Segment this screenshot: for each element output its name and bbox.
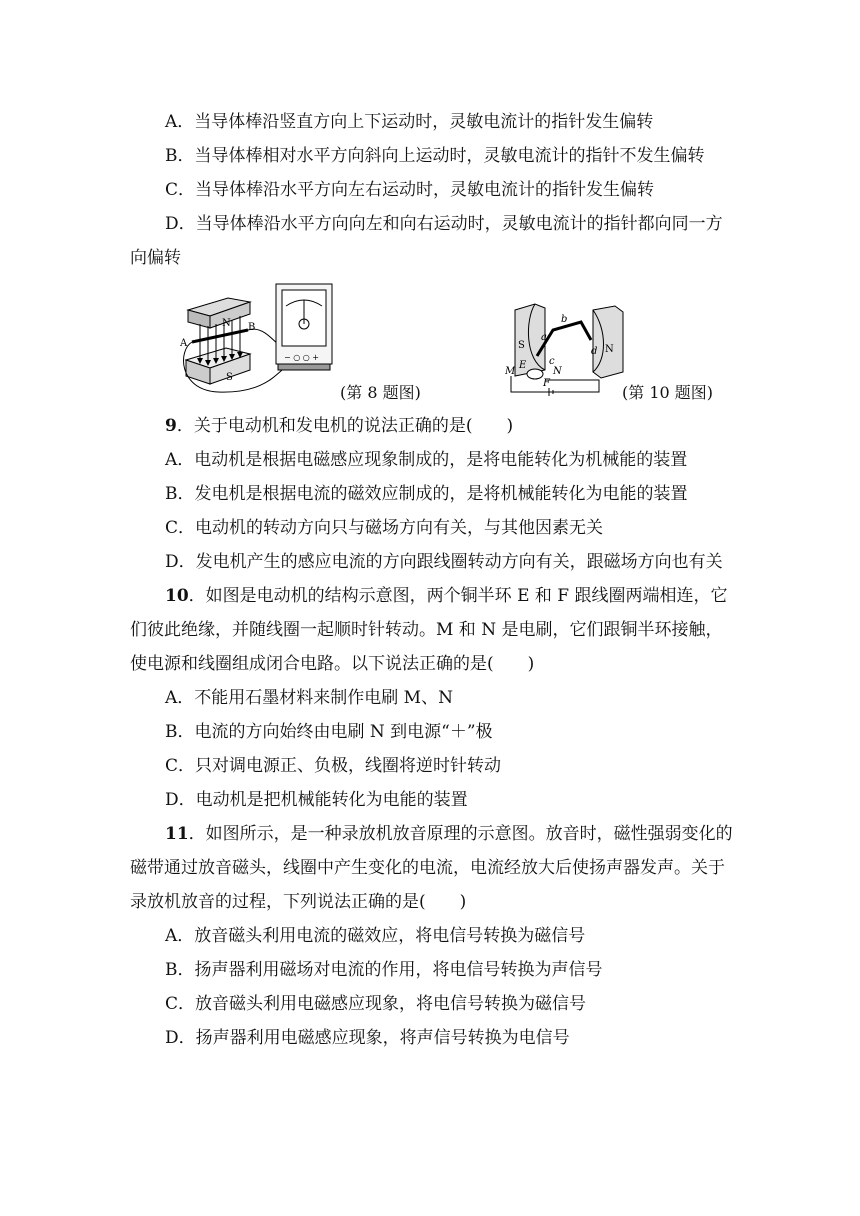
q8-option-a: A．当导体棒沿竖直方向上下运动时，灵敏电流计的指针发生偏转 bbox=[165, 112, 654, 132]
q11-stem-line3: 录放机放音的过程，下列说法正确的是( ) bbox=[130, 892, 467, 912]
svg-text:A: A bbox=[180, 338, 188, 349]
svg-text:d: d bbox=[591, 346, 598, 357]
q9-option-b: B．发电机是根据电流的磁效应制成的，是将机械能转化为电能的装置 bbox=[165, 484, 688, 504]
q10-stem-text: ．如图是电动机的结构示意图，两个铜半环 E 和 F 跟线圈两端相连，它 bbox=[188, 586, 728, 606]
q9-option-d: D．发电机产生的感应电流的方向跟线圈转动方向有关，跟磁场方向也有关 bbox=[165, 552, 723, 572]
q10-stem-line1 bbox=[165, 584, 728, 608]
q10-number: 10 bbox=[165, 586, 189, 606]
q10-option-d: D．电动机是把机械能转化为电能的装置 bbox=[165, 790, 468, 810]
q8-option-d-line1: D．当导体棒沿水平方向向左和向右运动时，灵敏电流计的指针都向同一方 bbox=[165, 214, 723, 234]
q9-stem-text: ．关于电动机和发电机的说法正确的是( ) bbox=[176, 416, 514, 436]
svg-text:a: a bbox=[541, 332, 547, 343]
q10-option-c: C．只对调电源正、负极，线圈将逆时针转动 bbox=[165, 756, 502, 776]
svg-text:N: N bbox=[553, 366, 562, 377]
q8-option-c: C．当导体棒沿水平方向左右运动时，灵敏电流计的指针发生偏转 bbox=[165, 180, 655, 200]
figure-8-diagram bbox=[178, 280, 338, 400]
q9-option-a: A．电动机是根据电磁感应现象制成的，是将电能转化为机械能的装置 bbox=[165, 450, 688, 470]
q11-stem-text: ．如图所示，是一种录放机放音原理的示意图。放音时，磁性强弱变化的 bbox=[188, 824, 733, 844]
q11-number: 11 bbox=[165, 824, 189, 844]
svg-text:S: S bbox=[518, 340, 525, 351]
q9-number: 9 bbox=[165, 416, 177, 436]
q8-option-b: B．当导体棒相对水平方向斜向上运动时，灵敏电流计的指针不发生偏转 bbox=[165, 146, 705, 166]
q11-option-c: C．放音磁头利用电磁感应现象，将电信号转换为磁信号 bbox=[165, 994, 587, 1014]
q10-option-a: A．不能用石墨材料来制作电刷 M、N bbox=[165, 688, 453, 708]
q10-stem-line2: 们彼此绝缘，并随线圈一起顺时针转动。M 和 N 是电刷，它们跟铜半环接触， bbox=[130, 620, 723, 640]
q11-stem-line1 bbox=[165, 822, 733, 846]
q9-option-c: C．电动机的转动方向只与磁场方向有关，与其他因素无关 bbox=[165, 518, 604, 538]
svg-text:F: F bbox=[543, 378, 550, 389]
q11-option-b: B．扬声器利用磁场对电流的作用，将电信号转换为声信号 bbox=[165, 960, 603, 980]
svg-text:N: N bbox=[605, 344, 614, 355]
q11-option-a: A．放音磁头利用电流的磁效应，将电信号转换为磁信号 bbox=[165, 926, 586, 946]
q10-option-b: B．电流的方向始终由电刷 N 到电源“＋”极 bbox=[165, 722, 493, 742]
q9-stem bbox=[165, 414, 513, 438]
q11-option-d: D．扬声器利用电磁感应现象，将声信号转换为电信号 bbox=[165, 1028, 570, 1048]
svg-text:b: b bbox=[561, 314, 568, 325]
q8-option-d-line2: 向偏转 bbox=[130, 248, 181, 268]
figure-10-diagram bbox=[505, 300, 630, 400]
figure-8-caption: (第 8 题图) bbox=[340, 383, 421, 402]
svg-text:E: E bbox=[519, 360, 527, 371]
svg-text:− ○ ○ +: − ○ ○ + bbox=[284, 353, 319, 362]
q10-stem-line3: 使电源和线圈组成闭合电路。以下说法正确的是( ) bbox=[130, 654, 535, 674]
q11-stem-line2: 磁带通过放音磁头，线圈中产生变化的电流，电流经放大后使扬声器发声。关于 bbox=[130, 858, 725, 878]
svg-text:B: B bbox=[248, 322, 256, 333]
svg-text:N: N bbox=[222, 318, 231, 329]
svg-text:S: S bbox=[226, 372, 233, 383]
svg-text:M: M bbox=[505, 366, 516, 377]
svg-text:c: c bbox=[549, 356, 555, 367]
figure-10-caption: (第 10 题图) bbox=[622, 383, 714, 402]
